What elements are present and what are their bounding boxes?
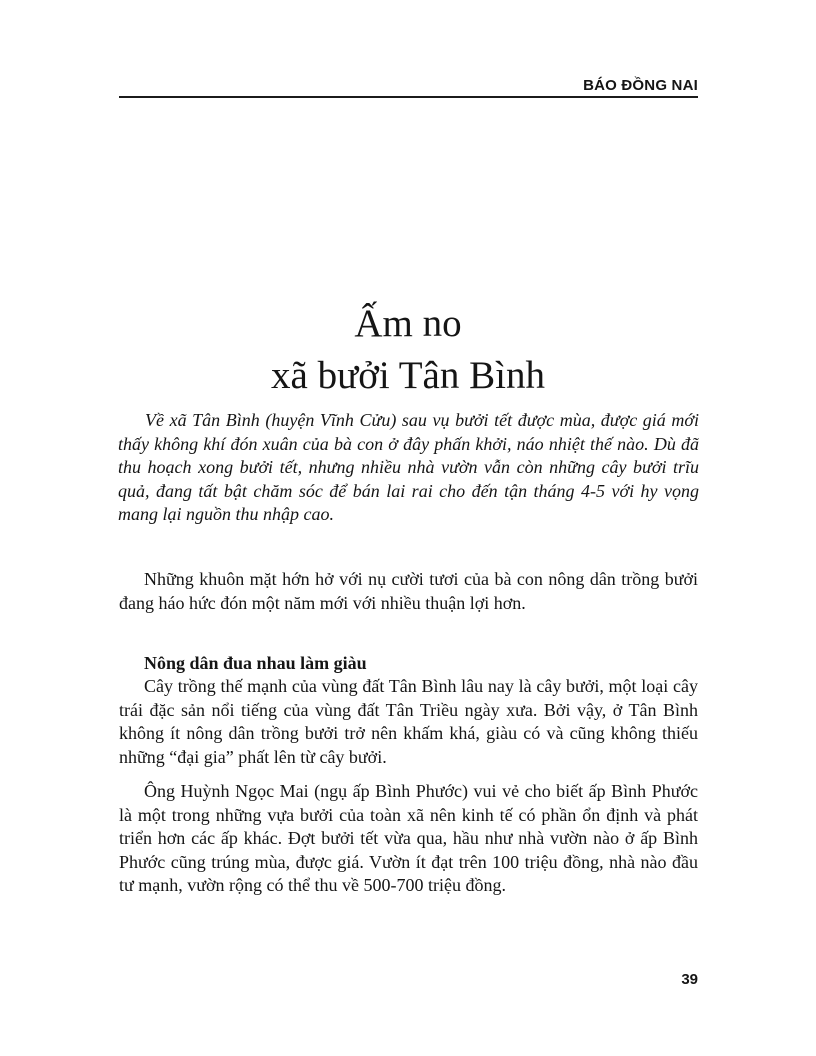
section-heading: Nông dân đua nhau làm giàu [144,653,367,673]
article-title-line-2: xã bưởi Tân Bình [271,354,545,397]
body-paragraph-2: Cây trồng thế mạnh của vùng đất Tân Bình lâu nay là cây bưởi, một loại cây trái đặc sản nổi tiếng của vùng đất Tân Triều ngày xưa. Bởi vậy, ở Tân Bình không ít nông dân trồng bưởi trở nên khấm khá, giàu có và cũng không thiếu những “đại gia” phất lên từ cây bưởi. [119,676,698,767]
body-paragraph-3: Ông Huỳnh Ngọc Mai (ngụ ấp Bình Phước) vui vẻ cho biết ấp Bình Phước là một trong những vựa bưởi của toàn xã nên kinh tế có phần ổn định và phát triển hơn các ấp khác. Đợt bưởi tết vừa qua, hầu như nhà vườn nào ở ấp Bình Phước cũng trúng mùa, được giá. Vườn ít đạt trên 100 triệu đồng, nhà nào đầu tư mạnh, vườn rộng có thể thu về 500-700 triệu đồng. [119,781,698,895]
article-title-line-1: Ấm no [354,302,462,345]
body-paragraph-1: Những khuôn mặt hớn hở với nụ cười tươi của bà con nông dân trồng bưởi đang háo hức đón một năm mới với nhiều thuận lợi hơn. [119,569,698,613]
page-number: 39 [681,971,698,988]
publication-title: BÁO ĐỒNG NAI [583,77,698,94]
header-divider [119,96,698,98]
running-header [119,76,698,96]
article-intro: Về xã Tân Bình (huyện Vĩnh Cửu) sau vụ bưởi tết được mùa, được giá mới thấy không khí đón xuân của bà con ở đây phấn khởi, náo nhiệt thế nào. Dù đã thu hoạch xong bưởi tết, nhưng nhiều nhà vườn vẫn còn những cây bưởi trĩu quả, đang tất bật chăm sóc để bán lai rai cho đến tận tháng 4-5 với hy vọng mang lại nguồn thu nhập cao. [118,410,699,524]
article-title [118,298,698,402]
